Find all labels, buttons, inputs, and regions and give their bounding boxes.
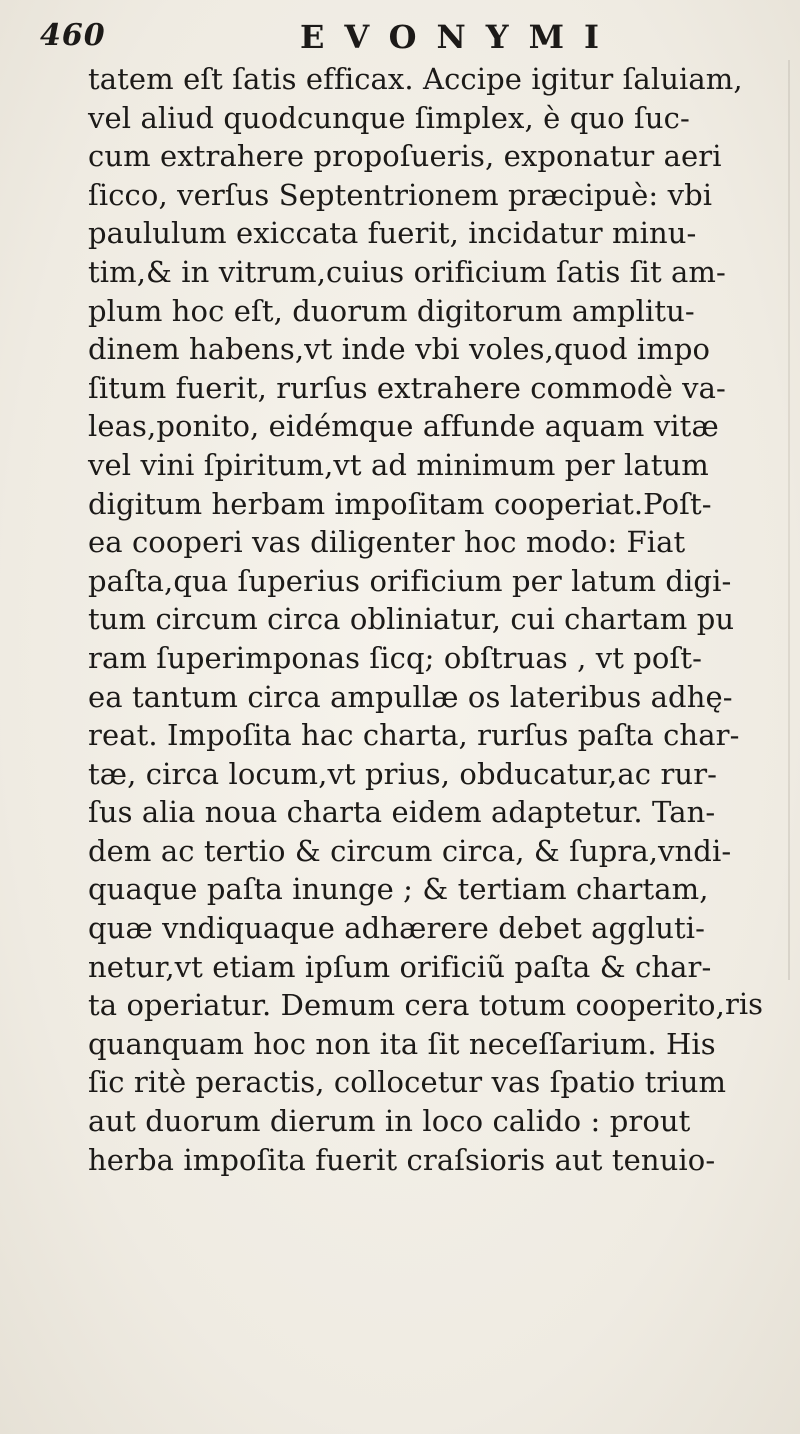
running-head	[40, 18, 760, 58]
text-line: vel vini ſpiritum,vt ad minimum per latum	[88, 447, 709, 482]
running-title: EVONYMI	[300, 18, 620, 56]
text-line: reat. Impoſita hac charta, rurſus paſta char-	[88, 718, 740, 753]
text-line: netur,vt etiam ipſum orificiũ paſta & char-	[88, 949, 712, 984]
text-line: ea cooperi vas diligenter hoc modo: Fiat	[88, 525, 686, 560]
text-line: quanquam hoc non ita ſit neceſſarium. His	[88, 1026, 716, 1061]
text-line: ſitum fuerit, rurſus extrahere commodè va-	[88, 370, 726, 405]
text-line: herba impoſita fuerit craſsioris aut tenuio-	[88, 1142, 716, 1177]
text-line: aut duorum dierum in loco calido : prout	[88, 1104, 691, 1139]
catchword: ris	[725, 987, 764, 1021]
text-line: paſta,qua ſuperius orificium per latum digi-	[88, 563, 732, 598]
text-line: cum extrahere propoſueris, exponatur aeri	[88, 139, 722, 174]
text-line: ea tantum circa ampullæ os lateribus adhę-	[88, 679, 733, 714]
text-line: ſic ritè peractis, collocetur vas ſpatio trium	[88, 1065, 727, 1100]
text-line: tum circum circa obliniatur, cui chartam pu	[88, 602, 735, 637]
text-line: tatem eſt ſatis efficax. Accipe igitur ſaluiam,	[88, 62, 743, 96]
text-line: quæ vndiquaque adhærere debet aggluti-	[88, 911, 706, 946]
text-line: ta operiatur. Demum cera totum cooperito,	[88, 988, 725, 1023]
text-line: leas,ponito, eidémque affunde aquam vitæ	[88, 409, 719, 444]
text-line: paululum exiccata fuerit, incidatur minu-	[88, 216, 697, 251]
text-line: quaque paſta inunge ; & tertiam chartam,	[88, 872, 709, 907]
text-line: tim,& in vitrum,cuius orificium ſatis ſit am-	[88, 254, 726, 289]
body-text	[88, 60, 788, 1179]
page-number: 460	[40, 18, 106, 53]
text-line: tæ, circa locum,vt prius, obducatur,ac rur-	[88, 756, 718, 791]
text-line: plum hoc eſt, duorum digitorum amplitu-	[88, 293, 695, 328]
page-edge-shadow	[788, 60, 790, 980]
text-line: dem ac tertio & circum circa, & ſupra,vndi-	[88, 833, 732, 868]
text-line: ſus alia noua charta eidem adaptetur. Tan-	[88, 795, 716, 830]
text-line: ram ſuperimponas ſicq; obſtruas , vt poſt-	[88, 640, 702, 675]
text-line: vel aliud quodcunque ſimplex, è quo ſuc-	[88, 100, 690, 135]
text-line: ſicco, verſus Septentrionem præcipuè: vbi	[88, 177, 713, 212]
text-line: dinem habens,vt inde vbi voles,quod impo	[88, 332, 711, 367]
text-line: digitum herbam impoſitam cooperiat.Poſt-	[88, 486, 712, 521]
